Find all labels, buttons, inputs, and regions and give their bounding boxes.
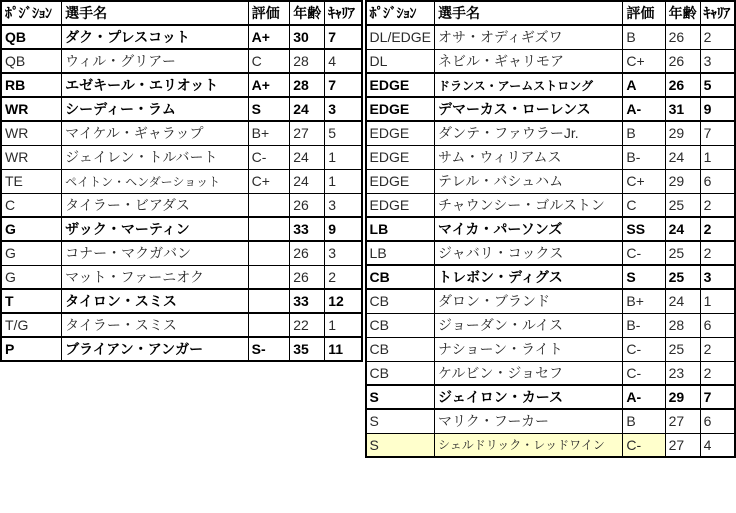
rating-cell[interactable]: B: [623, 25, 665, 49]
player-row: [366, 193, 735, 217]
career-cell[interactable]: 1: [325, 313, 362, 337]
player-name-cell[interactable]: ネビル・ギャリモア: [435, 49, 623, 73]
player-row: [1, 289, 362, 313]
player-row: [366, 337, 735, 361]
rating-cell[interactable]: A-: [623, 97, 665, 121]
career-cell[interactable]: 3: [325, 97, 362, 121]
career-cell[interactable]: 2: [700, 193, 735, 217]
player-row: [366, 265, 735, 289]
position-cell[interactable]: CB: [366, 265, 435, 289]
position-cell[interactable]: EDGE: [366, 169, 435, 193]
position-cell[interactable]: S: [366, 433, 435, 457]
rating-cell[interactable]: [248, 241, 290, 265]
position-cell[interactable]: QB: [1, 25, 62, 49]
age-cell[interactable]: 24: [665, 289, 700, 313]
header-row: [1, 1, 362, 25]
player-name-cell[interactable]: ケルビン・ジョセフ: [435, 361, 623, 385]
player-name-cell[interactable]: ザック・マーティン: [62, 217, 249, 241]
age-cell[interactable]: 29: [665, 385, 700, 409]
age-cell[interactable]: 26: [665, 25, 700, 49]
player-name-cell[interactable]: タイラー・ビアダス: [62, 193, 249, 217]
rating-cell[interactable]: B: [623, 121, 665, 145]
age-cell[interactable]: 26: [290, 193, 325, 217]
player-name-cell[interactable]: ドランス・アームストロング: [435, 73, 623, 97]
age-cell[interactable]: 24: [290, 97, 325, 121]
position-cell[interactable]: EDGE: [366, 73, 435, 97]
player-name-cell[interactable]: コナー・マクガバン: [62, 241, 249, 265]
age-column-header[interactable]: 年齢: [290, 1, 325, 25]
age-cell[interactable]: 35: [290, 337, 325, 361]
position-cell[interactable]: CB: [366, 313, 435, 337]
rating-cell[interactable]: A-: [623, 385, 665, 409]
age-cell[interactable]: 25: [665, 241, 700, 265]
player-row: [1, 265, 362, 289]
player-row: [1, 49, 362, 73]
position-cell[interactable]: WR: [1, 145, 62, 169]
rating-cell[interactable]: C-: [623, 241, 665, 265]
age-cell[interactable]: 29: [665, 121, 700, 145]
rating-cell[interactable]: A+: [248, 73, 290, 97]
player-name-cell[interactable]: デマーカス・ローレンス: [435, 97, 623, 121]
player-row: [1, 193, 362, 217]
rating-cell[interactable]: S: [623, 265, 665, 289]
age-cell[interactable]: 22: [290, 313, 325, 337]
player-name-cell[interactable]: タイロン・スミス: [62, 289, 249, 313]
career-cell[interactable]: 3: [325, 241, 362, 265]
defense-roster-table: [365, 0, 736, 458]
player-row: [366, 241, 735, 265]
career-cell[interactable]: 4: [700, 433, 735, 457]
age-cell[interactable]: 30: [290, 25, 325, 49]
career-column-header[interactable]: ｷｬﾘｱ: [325, 1, 362, 25]
age-cell[interactable]: 25: [665, 193, 700, 217]
position-cell[interactable]: T/G: [1, 313, 62, 337]
age-cell[interactable]: 29: [665, 169, 700, 193]
rating-cell[interactable]: [248, 217, 290, 241]
offense-roster-table: [0, 0, 363, 362]
rating-cell[interactable]: C: [623, 193, 665, 217]
rating-cell[interactable]: [248, 289, 290, 313]
rating-cell[interactable]: S-: [248, 337, 290, 361]
age-cell[interactable]: 33: [290, 217, 325, 241]
player-name-cell[interactable]: ジャバリ・コックス: [435, 241, 623, 265]
position-cell[interactable]: S: [366, 409, 435, 433]
age-cell[interactable]: 33: [290, 289, 325, 313]
player-name-cell[interactable]: シェルドリック・レッドワイン: [435, 433, 623, 457]
player-row: [1, 121, 362, 145]
player-row: [1, 169, 362, 193]
player-name-cell[interactable]: ジェイレン・トルバート: [62, 145, 249, 169]
rating-cell[interactable]: C+: [623, 49, 665, 73]
position-column-header[interactable]: ﾎﾟｼﾞｼｮﾝ: [1, 1, 62, 25]
rating-cell[interactable]: S: [248, 97, 290, 121]
rating-cell[interactable]: C-: [248, 145, 290, 169]
career-cell[interactable]: 5: [700, 73, 735, 97]
rating-cell[interactable]: [248, 265, 290, 289]
age-cell[interactable]: 25: [665, 265, 700, 289]
age-cell[interactable]: 26: [665, 49, 700, 73]
player-row: [366, 409, 735, 433]
position-cell[interactable]: CB: [366, 361, 435, 385]
player-name-cell[interactable]: サム・ウィリアムス: [435, 145, 623, 169]
player-name-cell[interactable]: マイカ・パーソンズ: [435, 217, 623, 241]
career-cell[interactable]: 2: [700, 241, 735, 265]
player-row: [1, 25, 362, 49]
position-cell[interactable]: T: [1, 289, 62, 313]
player-name-cell[interactable]: ジョーダン・ルイス: [435, 313, 623, 337]
rating-cell[interactable]: C+: [623, 169, 665, 193]
age-cell[interactable]: 24: [665, 217, 700, 241]
career-cell[interactable]: 7: [700, 385, 735, 409]
rating-cell[interactable]: B+: [248, 121, 290, 145]
age-cell[interactable]: 27: [665, 409, 700, 433]
player-row: [366, 25, 735, 49]
rating-cell[interactable]: [248, 193, 290, 217]
career-cell[interactable]: 7: [325, 73, 362, 97]
player-name-cell[interactable]: エゼキール・エリオット: [62, 73, 249, 97]
career-cell[interactable]: 9: [325, 217, 362, 241]
rating-column-header[interactable]: 評価: [623, 1, 665, 25]
career-cell[interactable]: 7: [325, 25, 362, 49]
age-cell[interactable]: 28: [665, 313, 700, 337]
position-cell[interactable]: TE: [1, 169, 62, 193]
position-cell[interactable]: LB: [366, 217, 435, 241]
player-name-cell[interactable]: ダロン・ブランド: [435, 289, 623, 313]
player-row: [366, 73, 735, 97]
player-row: [366, 145, 735, 169]
rating-cell[interactable]: C-: [623, 337, 665, 361]
position-cell[interactable]: LB: [366, 241, 435, 265]
career-cell[interactable]: 2: [325, 265, 362, 289]
age-cell[interactable]: 27: [290, 121, 325, 145]
age-cell[interactable]: 25: [665, 337, 700, 361]
position-cell[interactable]: C: [1, 193, 62, 217]
career-cell[interactable]: 1: [700, 289, 735, 313]
age-cell[interactable]: 26: [290, 265, 325, 289]
header-row: [366, 1, 735, 25]
position-cell[interactable]: EDGE: [366, 121, 435, 145]
player-name-cell[interactable]: シーディー・ラム: [62, 97, 249, 121]
player-name-cell[interactable]: テレル・バシュハム: [435, 169, 623, 193]
player-name-column-header[interactable]: 選手名: [435, 1, 623, 25]
career-cell[interactable]: 3: [700, 49, 735, 73]
player-name-cell[interactable]: ペイトン・ヘンダーショット: [62, 169, 249, 193]
position-column-header[interactable]: ﾎﾟｼﾞｼｮﾝ: [366, 1, 435, 25]
position-cell[interactable]: CB: [366, 289, 435, 313]
position-cell[interactable]: EDGE: [366, 193, 435, 217]
age-cell[interactable]: 23: [665, 361, 700, 385]
age-cell[interactable]: 31: [665, 97, 700, 121]
position-cell[interactable]: S: [366, 385, 435, 409]
career-cell[interactable]: 1: [325, 169, 362, 193]
player-row: [1, 145, 362, 169]
career-cell[interactable]: 6: [700, 313, 735, 337]
rating-cell[interactable]: [248, 313, 290, 337]
position-cell[interactable]: QB: [1, 49, 62, 73]
career-cell[interactable]: 1: [700, 145, 735, 169]
career-cell[interactable]: 2: [700, 217, 735, 241]
age-cell[interactable]: 24: [290, 169, 325, 193]
rating-cell[interactable]: C: [248, 49, 290, 73]
position-cell[interactable]: DL: [366, 49, 435, 73]
age-column-header[interactable]: 年齢: [665, 1, 700, 25]
rating-cell[interactable]: SS: [623, 217, 665, 241]
age-cell[interactable]: 26: [290, 241, 325, 265]
career-cell[interactable]: 3: [700, 265, 735, 289]
player-name-cell[interactable]: オサ・オディギズワ: [435, 25, 623, 49]
player-row: [366, 49, 735, 73]
player-name-cell[interactable]: ダク・プレスコット: [62, 25, 249, 49]
career-cell[interactable]: 3: [325, 193, 362, 217]
player-row: [1, 217, 362, 241]
player-row: [366, 313, 735, 337]
rating-cell[interactable]: C-: [623, 433, 665, 457]
rating-cell[interactable]: B: [623, 409, 665, 433]
career-cell[interactable]: 5: [325, 121, 362, 145]
position-cell[interactable]: RB: [1, 73, 62, 97]
player-name-column-header[interactable]: 選手名: [62, 1, 249, 25]
career-cell[interactable]: 2: [700, 361, 735, 385]
age-cell[interactable]: 26: [665, 73, 700, 97]
player-row: [1, 313, 362, 337]
player-name-cell[interactable]: トレボン・ディグス: [435, 265, 623, 289]
player-name-cell[interactable]: ブライアン・アンガー: [62, 337, 249, 361]
player-name-cell[interactable]: ウィル・グリアー: [62, 49, 249, 73]
player-name-cell[interactable]: マット・ファーニオク: [62, 265, 249, 289]
player-row: [366, 433, 735, 457]
position-cell[interactable]: EDGE: [366, 97, 435, 121]
position-cell[interactable]: G: [1, 265, 62, 289]
career-cell[interactable]: 7: [700, 121, 735, 145]
career-cell[interactable]: 2: [700, 337, 735, 361]
player-name-cell[interactable]: ジェイロン・カース: [435, 385, 623, 409]
player-name-cell[interactable]: チャウンシー・ゴルストン: [435, 193, 623, 217]
rating-cell[interactable]: A+: [248, 25, 290, 49]
career-cell[interactable]: 1: [325, 145, 362, 169]
rating-cell[interactable]: B+: [623, 289, 665, 313]
position-cell[interactable]: DL/EDGE: [366, 25, 435, 49]
rating-cell[interactable]: C-: [623, 361, 665, 385]
player-row: [366, 385, 735, 409]
career-cell[interactable]: 4: [325, 49, 362, 73]
player-row: [1, 97, 362, 121]
age-cell[interactable]: 24: [665, 145, 700, 169]
position-cell[interactable]: G: [1, 217, 62, 241]
age-cell[interactable]: 28: [290, 49, 325, 73]
career-column-header[interactable]: ｷｬﾘｱ: [700, 1, 735, 25]
position-cell[interactable]: EDGE: [366, 145, 435, 169]
position-cell[interactable]: CB: [366, 337, 435, 361]
career-cell[interactable]: 11: [325, 337, 362, 361]
career-cell[interactable]: 9: [700, 97, 735, 121]
rating-cell[interactable]: C+: [248, 169, 290, 193]
player-name-cell[interactable]: マイケル・ギャラップ: [62, 121, 249, 145]
age-cell[interactable]: 24: [290, 145, 325, 169]
player-row: [1, 241, 362, 265]
career-cell[interactable]: 2: [700, 25, 735, 49]
player-row: [366, 217, 735, 241]
player-row: [366, 121, 735, 145]
player-name-cell[interactable]: ナショーン・ライト: [435, 337, 623, 361]
age-cell[interactable]: 28: [290, 73, 325, 97]
player-row: [366, 289, 735, 313]
rating-cell[interactable]: A: [623, 73, 665, 97]
position-cell[interactable]: G: [1, 241, 62, 265]
player-row: [1, 73, 362, 97]
career-cell[interactable]: 6: [700, 169, 735, 193]
position-cell[interactable]: WR: [1, 121, 62, 145]
position-cell[interactable]: P: [1, 337, 62, 361]
career-cell[interactable]: 6: [700, 409, 735, 433]
rating-column-header[interactable]: 評価: [248, 1, 290, 25]
player-name-cell[interactable]: タイラー・スミス: [62, 313, 249, 337]
player-row: [366, 169, 735, 193]
age-cell[interactable]: 27: [665, 433, 700, 457]
player-name-cell[interactable]: ダンテ・ファウラーJr.: [435, 121, 623, 145]
player-row: [1, 337, 362, 361]
player-name-cell[interactable]: マリク・フーカー: [435, 409, 623, 433]
career-cell[interactable]: 12: [325, 289, 362, 313]
position-cell[interactable]: WR: [1, 97, 62, 121]
player-row: [366, 97, 735, 121]
player-row: [366, 361, 735, 385]
rating-cell[interactable]: B-: [623, 313, 665, 337]
rating-cell[interactable]: B-: [623, 145, 665, 169]
